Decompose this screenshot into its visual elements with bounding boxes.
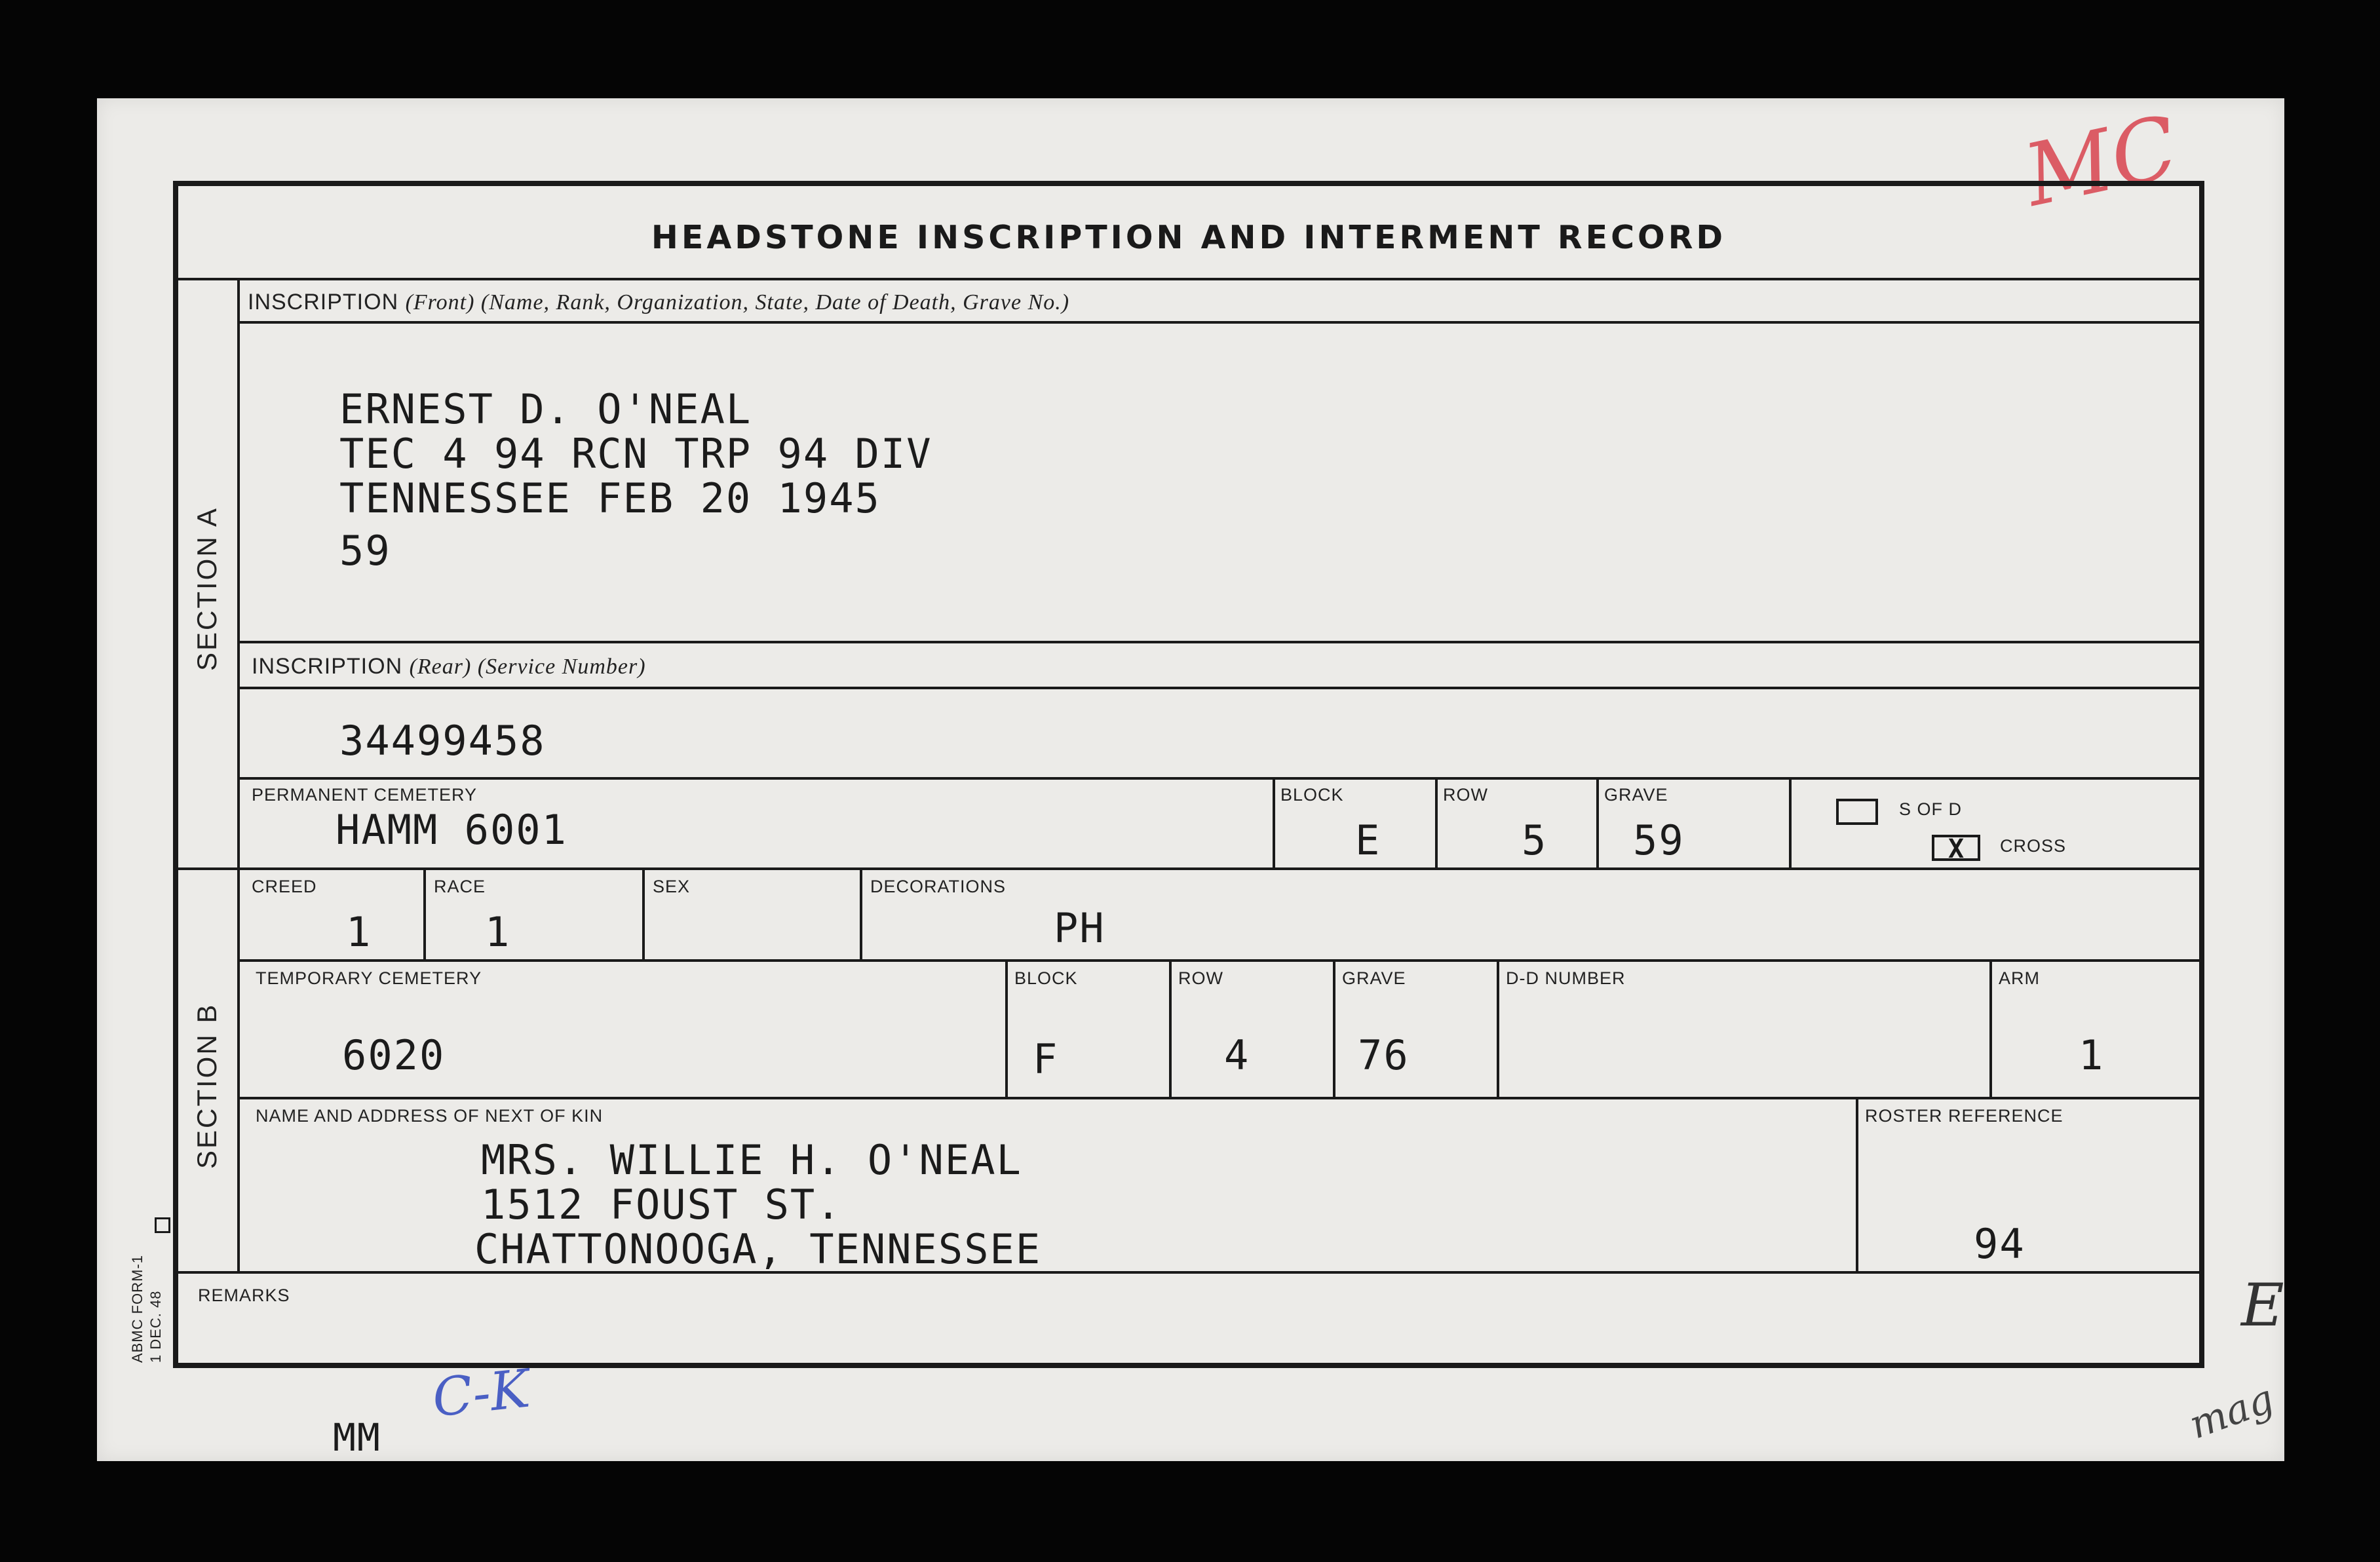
- inscription-rear-label: INSCRIPTION (Rear) (Service Number): [252, 654, 646, 679]
- s-of-d-label: S OF D: [1899, 799, 1963, 819]
- roster-reference-value: 94: [1974, 1220, 2025, 1268]
- temporary-cemetery-value: 6020: [342, 1031, 446, 1079]
- inscription-line: TENNESSEE FEB 20 1945: [339, 474, 881, 522]
- bottom-initials: MM: [333, 1415, 381, 1460]
- next-of-kin-line: MRS. WILLIE H. O'NEAL: [481, 1136, 1022, 1184]
- remarks-label: REMARKS: [198, 1286, 290, 1305]
- temporary-cemetery-label: TEMPORARY CEMETERY: [256, 968, 482, 988]
- dd-number-label: D-D NUMBER: [1506, 968, 1626, 988]
- s-of-d-checkbox[interactable]: [1836, 799, 1878, 825]
- form-id-checkbox: [155, 1217, 170, 1233]
- service-number: 34499458: [339, 717, 546, 765]
- form-id: ABMC FORM-1 1 DEC. 48: [129, 1255, 164, 1363]
- perm-block-label: BLOCK: [1280, 785, 1344, 805]
- arm-label: ARM: [1999, 968, 2040, 988]
- red-pencil-initials: MC: [2016, 96, 2186, 226]
- inscription-front-label: INSCRIPTION (Front) (Name, Rank, Organization, State, Date of Death, Grave No.): [248, 290, 1070, 314]
- temp-grave-value: 76: [1358, 1031, 1410, 1079]
- decorations-label: DECORATIONS: [870, 877, 1007, 896]
- sex-label: SEX: [653, 877, 691, 896]
- right-margin-note: E: [2241, 1271, 2284, 1340]
- perm-row-value: 5: [1522, 816, 1548, 864]
- blue-pencil-initials: C-K: [429, 1358, 533, 1429]
- perm-grave-label: GRAVE: [1604, 785, 1668, 805]
- interment-record-form: [173, 181, 2204, 1368]
- cross-label: CROSS: [2000, 836, 2067, 856]
- cross-checkbox[interactable]: X: [1932, 835, 1980, 861]
- perm-grave-value: 59: [1633, 816, 1685, 864]
- permanent-cemetery-value: HAMM 6001: [336, 806, 567, 854]
- temp-block-value: F: [1033, 1035, 1059, 1083]
- temp-grave-label: GRAVE: [1342, 968, 1406, 988]
- perm-block-value: E: [1355, 816, 1381, 864]
- next-of-kin-line: 1512 FOUST ST.: [481, 1181, 842, 1229]
- section-a-label: SECTION A: [191, 506, 222, 671]
- next-of-kin-line: CHATTONOOGA, TENNESSEE: [474, 1225, 1042, 1273]
- decorations-value: PH: [1054, 904, 1105, 952]
- next-of-kin-label: NAME AND ADDRESS OF NEXT OF KIN: [256, 1106, 604, 1126]
- inscription-line: ERNEST D. O'NEAL: [339, 385, 752, 433]
- form-title: HEADSTONE INSCRIPTION AND INTERMENT RECORD: [651, 219, 1727, 256]
- inscription-line: TEC 4 94 RCN TRP 94 DIV: [339, 430, 932, 478]
- roster-reference-label: ROSTER REFERENCE: [1865, 1106, 2063, 1126]
- section-b-label: SECTION B: [191, 1002, 222, 1169]
- temp-row-label: ROW: [1178, 968, 1223, 988]
- perm-row-label: ROW: [1443, 785, 1488, 805]
- creed-value: 1: [346, 908, 372, 956]
- right-margin-note-2: mag: [2183, 1375, 2280, 1449]
- temp-row-value: 4: [1224, 1031, 1250, 1079]
- inscription-line: 59: [339, 527, 391, 575]
- temp-block-label: BLOCK: [1014, 968, 1078, 988]
- race-label: RACE: [434, 877, 486, 896]
- arm-value: 1: [2079, 1031, 2105, 1079]
- permanent-cemetery-label: PERMANENT CEMETERY: [252, 785, 478, 805]
- race-value: 1: [485, 908, 511, 956]
- creed-label: CREED: [252, 877, 317, 896]
